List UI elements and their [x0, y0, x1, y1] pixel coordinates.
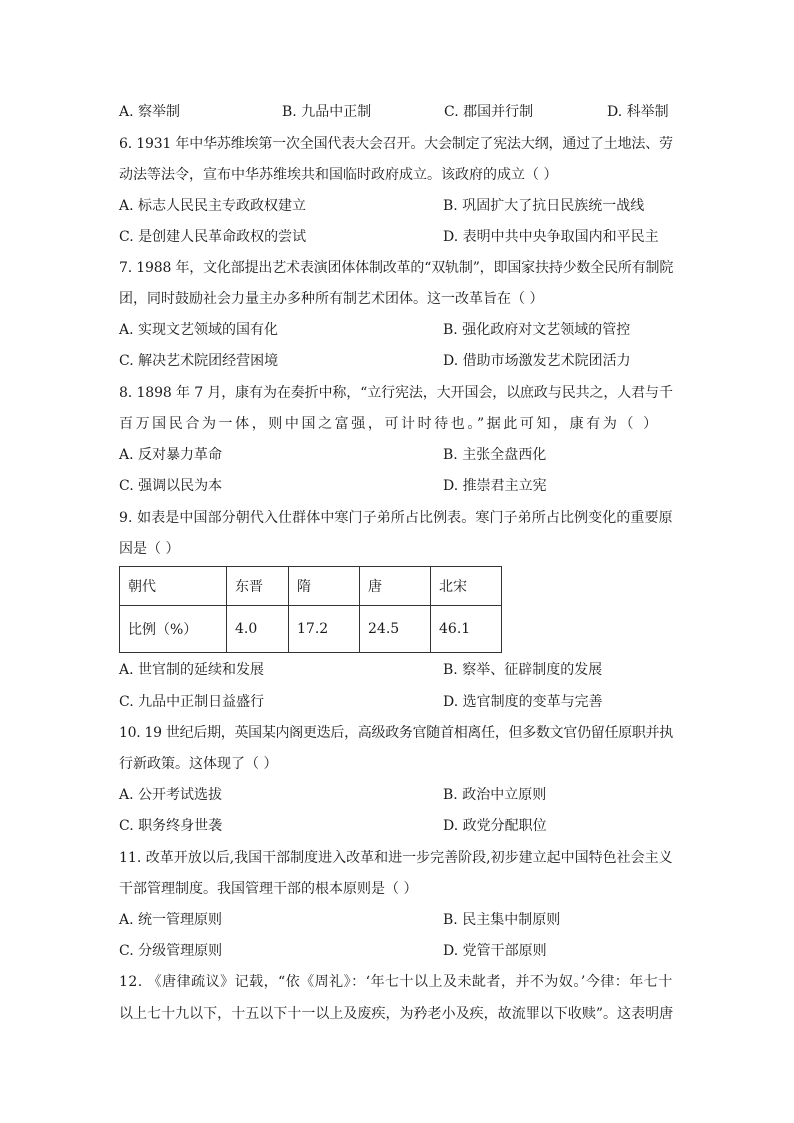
q8-option-a: A. 反对暴力革命	[119, 447, 223, 463]
q7-option-a: A. 实现文艺领域的国有化	[119, 322, 279, 338]
table-cell: 4.0	[227, 606, 289, 653]
q11-option-c: C. 分级管理原则	[119, 943, 223, 959]
q6-option-a: A. 标志人民民主专政政权建立	[119, 198, 307, 214]
q9-option-a: A. 世官制的延续和发展	[119, 662, 265, 678]
table-cell: 唐	[360, 567, 431, 606]
q11-option-a: A. 统一管理原则	[119, 912, 223, 928]
table-cell: 46.1	[431, 606, 502, 653]
table-cell: 24.5	[360, 606, 431, 653]
q5-option-b: B. 九品中正制	[282, 104, 372, 120]
q12-stem-line-2: 以上七十九以下，十五以下十一以上及废疾，为矜老小及疾，故流罪以下收赎”。这表明唐	[119, 1006, 674, 1022]
q10-option-a: A. 公开考试选拔	[119, 787, 223, 803]
q8-stem-line-2: 百万国民合为一体，则中国之富强，可计时待也。”据此可知，康有为（ ）	[119, 416, 660, 432]
q10-stem-line-1: 10. 19 世纪后期，英国某内阁更迭后，高级政务官随首相离任，但多数文官仍留任原职并执	[119, 725, 673, 741]
q10-option-d: D. 政党分配职位	[443, 818, 547, 834]
q12-stem-line-1: 12. 《唐律疏议》记载，“依《周礼》：‘年七十以上及未龀者，并不为奴。’今律：年七十	[119, 974, 673, 990]
q8-option-b: B. 主张全盘西化	[443, 447, 547, 463]
table-cell: 17.2	[289, 606, 360, 653]
q11-stem-line-1: 11. 改革开放以后,我国干部制度进入改革和进一步完善阶段,初步建立起中国特色社会主义	[119, 850, 673, 866]
q6-option-c: C. 是创建人民革命政权的尝试	[119, 229, 307, 245]
table-cell: 朝代	[120, 567, 227, 606]
table-cell: 北宋	[431, 567, 502, 606]
q9-option-b: B. 察举、征辟制度的发展	[443, 662, 603, 678]
q7-stem-line-2: 团，同时鼓励社会力量主办多种所有制艺术团体。这一改革旨在（ ）	[119, 291, 544, 307]
q9-option-c: C. 九品中正制日益盛行	[119, 694, 265, 710]
q5-option-d: D. 科举制	[607, 104, 669, 120]
table-row	[120, 606, 502, 653]
q7-stem-line-1: 7. 1988 年，文化部提出艺术表演团体体制改革的“双轨制”，即国家扶持少数全民所有制院	[119, 260, 674, 276]
q11-option-d: D. 党管干部原则	[443, 943, 547, 959]
q5-option-a: A. 察举制	[119, 104, 181, 120]
q6-option-d: D. 表明中共中央争取国内和平民主	[443, 229, 659, 245]
q10-option-c: C. 职务终身世袭	[119, 818, 223, 834]
q9-option-d: D. 选官制度的变革与完善	[443, 694, 603, 710]
q11-stem-line-2: 干部管理制度。我国管理干部的根本原则是（ ）	[119, 881, 418, 897]
q6-stem-line-2: 动法等法令，宣布中华苏维埃共和国临时政府成立。该政府的成立（ ）	[119, 167, 558, 183]
table-cell: 隋	[289, 567, 360, 606]
q10-option-b: B. 政治中立原则	[443, 787, 547, 803]
q8-option-d: D. 推崇君主立宪	[443, 478, 547, 494]
table-cell: 东晋	[227, 567, 289, 606]
q7-option-c: C. 解决艺术院团经营困境	[119, 353, 279, 369]
q6-option-b: B. 巩固扩大了抗日民族统一战线	[443, 198, 645, 214]
q5-option-c: C. 郡国并行制	[444, 104, 534, 120]
q11-option-b: B. 民主集中制原则	[443, 912, 561, 928]
q9-stem-line-1: 9. 如表是中国部分朝代入仕群体中寒门子弟所占比例表。寒门子弟所占比例变化的重要原	[119, 510, 673, 526]
q10-stem-line-2: 行新政策。这体现了（ ）	[119, 756, 278, 772]
q8-option-c: C. 强调以民为本	[119, 478, 223, 494]
q7-option-d: D. 借助市场激发艺术院团活力	[443, 353, 631, 369]
proportion-table	[119, 566, 502, 653]
q7-option-b: B. 强化政府对文艺领域的管控	[443, 322, 631, 338]
q8-stem-line-1: 8. 1898 年 7 月，康有为在奏折中称，“立行宪法，大开国会，以庶政与民共之，人君与千	[119, 385, 673, 401]
table-cell: 比例（%）	[120, 606, 227, 653]
table-header-row	[120, 567, 502, 606]
q6-stem-line-1: 6. 1931 年中华苏维埃第一次全国代表大会召开。大会制定了宪法大纲，通过了土地法、劳	[119, 136, 673, 152]
q9-stem-line-2: 因是（ ）	[119, 541, 180, 557]
